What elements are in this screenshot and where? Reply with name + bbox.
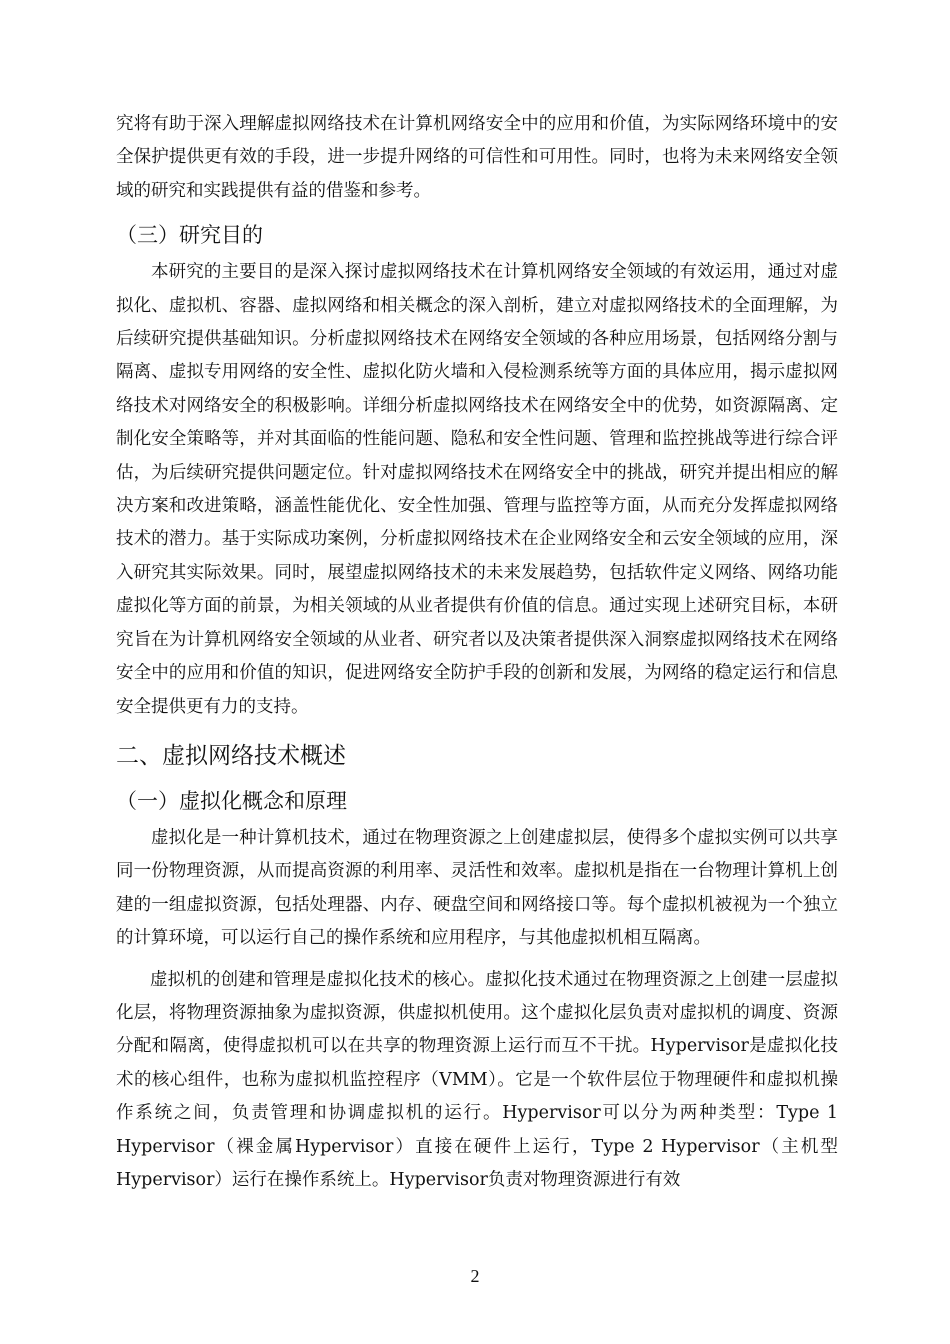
section-heading-research-purpose: （三）研究目的 bbox=[116, 223, 263, 248]
chapter-heading-virtual-network-overview: 二、虚拟网络技术概述 bbox=[116, 742, 346, 769]
page-content bbox=[116, 108, 838, 1197]
page-number: 2 bbox=[470, 1266, 480, 1286]
paragraph-virtualization-concept: 虚拟化是一种计算机技术，通过在物理资源之上创建虚拟层，使得多个虚拟实例可以共享同一份物理资源，从而提高资源的利用率、灵活性和效率。虚拟机是指在一台物理计算机上创建的一组虚拟资源，包括处理器、内存、硬盘空间和网络接口等。每个虚拟机被视为一个独立的计算环境，可以运行自己的操作系统和应用程序，与其他虚拟机相互隔离。 bbox=[116, 827, 838, 949]
paragraph-research-purpose: 本研究的主要目的是深入探讨虚拟网络技术在计算机网络安全领域的有效运用，通过对虚拟化、虚拟机、容器、虚拟网络和相关概念的深入剖析，建立对虚拟网络技术的全面理解，为后续研究提供基础知识。分析虚拟网络技术在网络安全领域的各种应用场景，包括网络分割与隔离、虚拟专用网络的安全性、虚拟化防火墙和入侵检测系统等方面的具体应用，揭示虚拟网络技术对网络安全的积极影响。详细分析虚拟网络技术在网络安全中的优势，如资源隔离、定制化安全策略等，并对其面临的性能问题、隐私和安全性问题、管理和监控挑战等进行综合评估，为后续研究提供问题定位。针对虚拟网络技术在网络安全中的挑战，研究并提出相应的解决方案和改进策略，涵盖性能优化、安全性加强、管理与监控等方面，从而充分发挥虚拟网络技术的潜力。基于实际成功案例，分析虚拟网络技术在企业网络安全和云安全领域的应用，深入研究其实际效果。同时，展望虚拟网络技术的未来发展趋势，包括软件定义网络、网络功能虚拟化等方面的前景，为相关领域的从业者提供有价值的信息。通过实现上述研究目标，本研究旨在为计算机网络安全领域的从业者、研究者以及决策者提供深入洞察虚拟网络技术在网络安全中的应用和价值的知识，促进网络安全防护手段的创新和发展，为网络的稳定运行和信息安全提供更有力的支持。 bbox=[116, 262, 838, 717]
paragraph-virtual-machine-management: 虚拟机的创建和管理是虚拟化技术的核心。虚拟化技术通过在物理资源之上创建一层虚拟化层，将物理资源抽象为虚拟资源，供虚拟机使用。这个虚拟化层负责对虚拟机的调度、资源分配和隔离，使得虚拟机可以在共享的物理资源上运行而互不干扰。Hypervisor是虚拟化技术的核心组件，也称为虚拟机监控程序（VMM）。它是一个软件层位于物理硬件和虚拟机操作系统之间，负责管理和协调虚拟机的运行。Hypervisor可以分为两种类型：Type 1 Hypervisor（裸金属Hypervisor）直接在硬件上运行，Type 2 Hypervisor（主机型Hypervisor）运行在操作系统上。Hypervisor负责对物理资源进行有效 bbox=[116, 969, 838, 1190]
section-heading-virtualization-concept: （一）虚拟化概念和原理 bbox=[116, 788, 347, 813]
paragraph-intro: 究将有助于深入理解虚拟网络技术在计算机网络安全中的应用和价值，为实际网络环境中的安全保护提供更有效的手段，进一步提升网络的可信性和可用性。同时，也将为未来网络安全领域的研究和实践提供有益的借鉴和参考。 bbox=[116, 114, 838, 201]
